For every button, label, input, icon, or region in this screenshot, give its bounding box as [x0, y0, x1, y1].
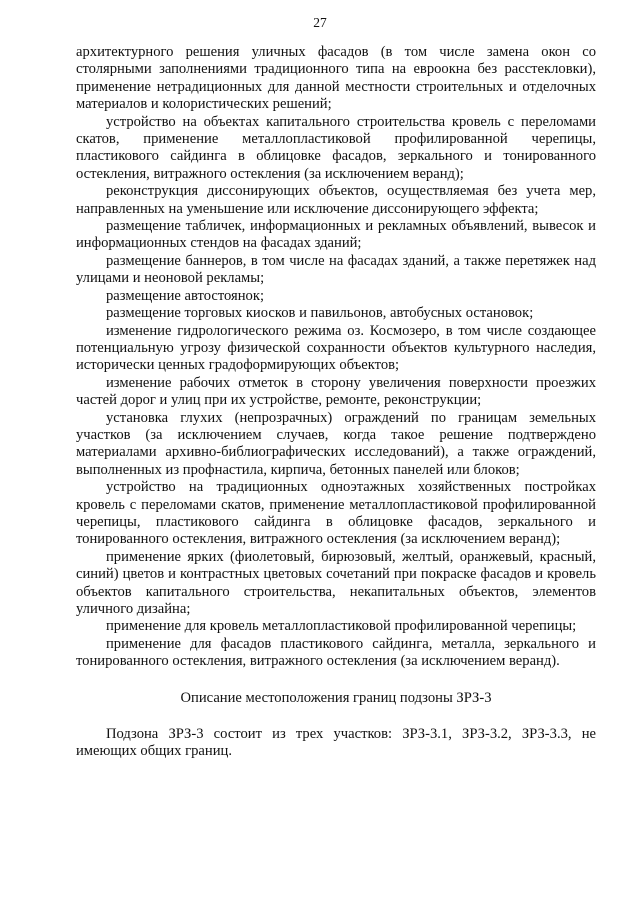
paragraph: изменение гидрологического режима оз. Космозеро, в том числе создающее потенциальную угрозу физической сохранности объектов культурного наследия, исторически ценных градоформирующих объектов;	[76, 322, 596, 374]
paragraph: размещение торговых киосков и павильонов, автобусных остановок;	[106, 305, 534, 322]
page-number: 27	[313, 15, 327, 30]
paragraph: изменение рабочих отметок в сторону увеличения поверхности проезжих частей дорог и улиц при их устройстве, ремонте, реконструкции;	[76, 374, 596, 409]
paragraph: установка глухих (непрозрачных) ограждений по границам земельных участков (за исключением случаев, когда такое решение подтверждено материалами архивно-библиографических исследований), а также ограждений, выполненных из профнастила, кирпича, бетонных панелей или блоков;	[76, 409, 596, 478]
paragraph: устройство на традиционных одноэтажных хозяйственных постройках кровель с переломами скатов, применение металлопластиковой профилированной черепицы, пластикового сайдинга в облицовке фасадов, зеркального и тонированного остекления, витражного остекления (за исключением веранд);	[76, 479, 596, 548]
paragraph: устройство на объектах капитального строительства кровель с переломами скатов, применение металлопластиковой профилированной черепицы, пластикового сайдинга в облицовке фасадов, зеркального и тонированного остекления, витражного остекления (за исключением веранд);	[76, 113, 596, 182]
paragraph: применение для кровель металлопластиковой профилированной черепицы;	[106, 618, 577, 635]
paragraph: архитектурного решения уличных фасадов (в том числе замена окон со столярными заполнениями традиционного типа на евроокна без расстекловки), применение нетрадиционных для данной местности строительных и отделочных материалов и колористических решений;	[76, 44, 596, 113]
paragraph: размещение табличек, информационных и рекламных объявлений, вывесок и информационных стендов на фасадах зданий;	[76, 218, 596, 252]
section-paragraph: Подзона ЗРЗ-3 состоит из трех участков: ЗРЗ-3.1, ЗРЗ-3.2, ЗРЗ-3.3, не имеющих общих границ.	[76, 726, 596, 760]
paragraph: размещение автостоянок;	[106, 287, 265, 304]
paragraph: реконструкция диссонирующих объектов, осуществляемая без учета мер, направленных на уменьшение или исключение диссонирующего эффекта;	[76, 183, 596, 217]
paragraph: размещение баннеров, в том числе на фасадах зданий, а также перетяжек над улицами и неоновой рекламы;	[76, 252, 596, 287]
paragraph: применение для фасадов пластикового сайдинга, металла, зеркального и тонированного остекления, витражного остекления (за исключением веранд).	[76, 635, 596, 670]
section-title: Описание местоположения границ подзоны ЗРЗ-3	[180, 689, 492, 706]
document-body	[76, 44, 596, 761]
paragraph: применение ярких (фиолетовый, бирюзовый, желтый, оранжевый, красный, синий) цветов и контрастных цветовых сочетаний при покраске фасадов и кровель объектов капитального строительства, некапитальных объектов, элементов уличного дизайна;	[76, 548, 596, 617]
